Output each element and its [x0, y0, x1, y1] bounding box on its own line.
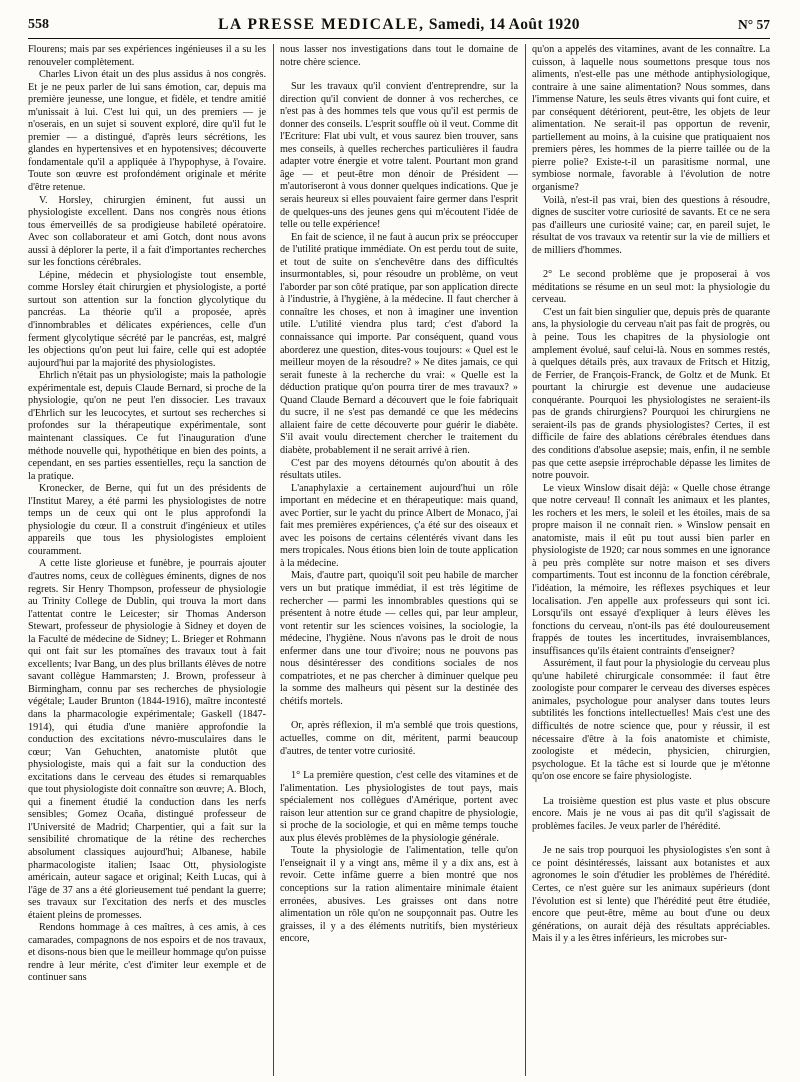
column-2	[280, 44, 518, 1076]
issue-date: Samedi, 14 Août 1920	[428, 16, 580, 33]
issue-number: N° 57	[737, 17, 770, 32]
column-1	[28, 44, 266, 1076]
page-number: 558	[28, 17, 49, 32]
paragraph: Or, après réflexion, il m'a semblé que trois questions, actuelles, comme on dit, méritent, parmi beaucoup d'autres, de tenter votre curiosité.	[280, 720, 518, 757]
paragraph: Je ne sais trop pourquoi les physiologistes s'en sont à ce point désintéressés, laissant aux botanistes et aux agronomes le soin d'étudier les problèmes de l'hérédité. Certes, ce n'est guère sur les animaux supérieurs (dont l'évolution est si lente) que l'hérédité peut être étudiée, encore que peut-être, même au bout d'une ou deux générations, on aurait déjà des résultats appréciables. Mais il y a les êtres inférieurs, les microbes sur-	[532, 845, 770, 945]
paragraph: Rendons hommage à ces maîtres, à ces amis, à ces camarades, compagnons de nos espoirs et de nos travaux, et disons-nous bien que le meilleur hommage qu'on puisse rendre à leur mérite, c'est d'imiter leur exemple et de continuer sans	[28, 922, 266, 984]
page-header	[28, 12, 770, 39]
journal-name: LA PRESSE MEDICALE,	[218, 16, 425, 33]
paragraph: Mais, d'autre part, quoiqu'il soit peu habile de marcher vers un but pratique immédiat, il est très légitime de rechercher — parmi les innombrables questions qui se présentent à notre étude — celles qui, par leur ampleur, vont retentir sur les sciences voisines, la sociologie, la médecine, l'hygiène. Nous n'avons pas le droit de nous enfermer dans une tour d'ivoire; nous ne pouvons pas nous désintéresser des conditions sociales de nos compatriotes, et ne pas chercher à diminuer quelque peu la somme des malheurs qui pèsent sur la destinée des chétifs mortels.	[280, 570, 518, 707]
paragraph: V. Horsley, chirurgien éminent, fut aussi un physiologiste excellent. Dans nos congrès nous étions tous émerveillés de sa prodigieuse habileté opératoire. Avec son collaborateur et ami Gotch, dont nous avons aussi à déplorer la perte, il a fait d'importantes recherches sur les fonctions cérébrales.	[28, 194, 266, 269]
paragraph: Assurément, il faut pour la physiologie du cerveau plus qu'une habileté chirurgicale consommée: il faut être zoologiste pour comparer le cerveau des diverses espèces animales, psychologue pour analyser dans toutes leurs subtilités les fonctions intellectuelles! Mais c'est une des difficultés de notre science que, pour y réussir, il est nécessaire d'être à la fois anatomiste et chimiste, zoologiste et médecin, physicien, chirurgien, psychologue. Et la tâche est si lourde que je m'étonne qu'on ose encore se faire physiologiste.	[532, 658, 770, 783]
paragraph: Le vieux Winslow disait déjà: « Quelle chose étrange que notre cerveau! Il connaît les animaux et les plantes, les rochers et les mers, le soleil et les étoiles, mais de sa propre maison il ne connaît rien. » Winslow pensait en anatomiste, mais il eût pu tout aussi bien parler en physiologiste de 1920; car nous sommes en une ignorance à peu près complète sur notre maison et ses divers compartiments. Tout est inconnu de la fonction cérébrale, l'idéation, la mémoire, les réflexes psychiques et leur localisation. J'en appelle aux professeurs qui sont ici. Lorsqu'ils ont essayé d'expliquer à leurs élèves les fonctions du cerveau, n'ont-ils pas été douloureusement frappés de toutes les incertitudes, invraisemblances, insuffisances qu'ils étaient contraints d'enseigner?	[532, 482, 770, 657]
paragraph: Lépine, médecin et physiologiste tout ensemble, comme Horsley était chirurgien et physiologiste, a porté surtout son attention sur la fonction glycolytique du pancréas. La théorie qu'il a proposée, après d'innombrables et délicates expériences, celle d'un ferment glycolytique sécrété par le pancréas, est, malgré les objections qu'on peut lui faire, celle qui est adoptée aujourd'hui par la majorité des physiologistes.	[28, 269, 266, 369]
paragraph: 1° La première question, c'est celle des vitamines et de l'alimentation. Les physiologistes de tout pays, mais spécialement nos collègues d'Amérique, portent avec raison leur attention sur ce grand chapitre de physiologie, si proche de la sociologie, et qui en même temps touche aux plus élevés problèmes de la physiologie générale.	[280, 770, 518, 844]
column-divider	[273, 44, 274, 1076]
paragraph: C'est par des moyens détournés qu'on aboutit à des résultats utiles.	[280, 457, 518, 482]
paragraph: qu'on a appelés des vitamines, avant de les connaître. La cuisson, à laquelle nous soumettons presque tous nos aliments, n'est-elle pas une méthode antiphysiologique, contraire à une saine alimentation? Nous sommes, dans l'immense Nature, les seuls êtres vivants qui font cuire, et par conséquent détériorent, peut-être, les objets de leur alimentation. Ne serait-il pas opportun de revenir, partiellement au moins, à la cuisine que pratiquaient nos premiers pères, les hommes de la pierre taillée ou de la pierre polie? Existe-t-il un parasitisme normal, une symbiose normale, favorable à l'évolution de notre organisme?	[532, 44, 770, 194]
paragraph: C'est un fait bien singulier que, depuis près de quarante ans, la physiologie du cerveau n'ait pas fait de progrès, ou à peine. Tous les chapitres de la physiologie ont amplement évolué, sauf celui-là. Nous en sommes restés, à quelques détails près, aux travaux de Fritsch et Hitzig, de Ferrier, de François-Franck, de Goltz et de Munk. Et pourtant la chirurgie est devenue une audacieuse conquérante. Pourquoi les physiologistes ne seraient-ils pas de grands chirurgiens? Pourquoi les chirurgiens ne seraient-ils pas de grands physiologistes? Certes, il est difficile de faire des ablations cérébrales étendues dans des conditions d'absolue asepsie; mais, enfin, il ne semble pas que cette asepsie irréprochable dépasse les limites de notre pouvoir.	[532, 306, 770, 482]
column-3	[532, 44, 770, 1076]
column-divider	[525, 44, 526, 1076]
paragraph: L'anaphylaxie a certainement aujourd'hui un rôle important en médecine et en thérapeutique: mais quand, avec Portier, sur le yacht du prince Albert de Monaco, j'ai fait mes premières expériences, ç'a été sur des oiseaux et avec les poisons de certains célentérés vivant dans les mers tropicales. Nous étions bien loin de toute application à la médecine.	[280, 482, 518, 569]
paragraph: 2° Le second problème que je proposerai à vos méditations se résume en un seul mot: la physiologie du cerveau.	[532, 269, 770, 306]
paragraph: Sur les travaux qu'il convient d'entreprendre, sur la direction qu'il convient de donner à vos recherches, ce n'est pas à des hommes tels que vous qu'il est permis de donner des conseils. L'esprit souffle où il veut. Comme dit l'Ecriture: Flat ubi vult, et vous saurez bien trouver, sans mes conseils, à quelles recherches particulières il faudra adapter votre énergie et votre talent. Pourtant mon grand âge — et peut-être mon dénoir de Président — m'autoriseront à vous donner quelques indications. Que je serais heureux si elles pouvaient faire germer dans l'esprit de quelques-uns des jeunes gens qui m'écoutent l'idée de telle ou telle expérience!	[280, 81, 518, 231]
text-columns	[28, 44, 770, 1076]
paragraph: Toute la physiologie de l'alimentation, telle qu'on l'enseignait il y a vingt ans, même il y a dix ans, est à revoir. Cette infâme guerre a bien montré que nos conceptions sur la ration alimentaire minimale étaient erronées, abusives. Les graisses ont dans notre alimentation un rôle qu'on ne soupçonnait pas. Outre les graisses, il y a des éléments nutritifs, bien mystérieux encore,	[280, 845, 518, 945]
journal-title	[218, 16, 580, 34]
paragraph: Ehrlich n'était pas un physiologiste; mais la pathologie expérimentale est, depuis Claude Bernard, si proche de la physiologie, qu'on ne peut l'en dissocier. Les travaux d'Ehrlich sur les leucocytes, et surtout ses recherches si profondes sur la thérapeutique expérimentale, sont maintenant classiques. Ce fut l'inauguration d'une méthode nouvelle qui, hypothétique en bien des points, a cependant, en ses parties essentielles, reçu la sanction de la pratique.	[28, 370, 266, 482]
paragraph: En fait de science, il ne faut à aucun prix se préoccuper de l'utilité pratique immédiate. On est perdu tout de suite, et tout de suite on s'enchevêtre dans des difficultés insurmontables, si, pour résoudre un problème, on veut l'aborder par son côté pratique, par son application directe à l'industrie, à l'hygiène, à la médecine. Il faut chercher à connaître les choses, et non à imaginer une invention utile. L'utilité viendra plus tard; c'est d'abord la connaissance qui importe. Par conséquent, quand vous aborderez une question, dites-vous toujours: « Quel est le meilleur moyen de la résoudre? » Ne dites jamais, ce qui serait funeste à la recherche du vrai: « Quelle est la déduction pratique qu'on pourra tirer de mes travaux? » Quand Claude Bernard a découvert que le foie fabriquait du sucre, il ne s'est pas demandé ce que les médecins allaient faire de cette découverte pour guérir le diabète. S'il avait voulu directement chercher le traitement du diabète, probablement il ne serait arrivé à rien.	[280, 231, 518, 456]
paragraph: A cette liste glorieuse et funèbre, je pourrais ajouter d'autres noms, ceux de collègues éminents, dignes de nos regrets. Sir Henry Thompson, professeur de physiologie au Trinity College de Dublin, qui trouva la mort dans l'attentat contre le Leicester; sir Thomas Anderson Stewart, professeur de physiologie à Sidney et doyen de la Faculté de médecine de Sidney; L. Brieger et Rohmann qui ont fait sur les ptomaïnes des travaux tout à fait excellents; Ivar Bang, un des plus brillants élèves de notre savant collègue Hammarsten; J. Brown, professeur à Birmingham, connu par ses recherches de physiologie végétale; Lauder Brunton (1844-1916), maître incontesté dans la pharmacologie expérimentale; Gaskell (1847-1914), qui étudia d'une manière approfondie la conduction des excitations névro-musculaires dans le cœur; Van Gehuchten, anatomiste plutôt que physiologiste, mais qui a fait sur la conduction des excitations dans le cerveau des études si remarquables que tout physiologiste doit connaître son œuvre; A. Bloch, qui a finement étudié la conduction dans les nerfs sensibles; Gomez Ocaña, distingué professeur de l'Université de Madrid; Charpentier, qui a fait sur la sensibilité chromatique de la rétine des recherches absolument classiques aujourd'hui; Albanese, habile pharmacologiste italien; Isaac Ott, physiologiste américain, auteur sagace et original; Keith Lucas, qui à l'âge de 37 ans a été glorieusement tué pendant la guerre; ses travaux sur l'excitation des nerfs et des muscles étaient pleins de promesses.	[28, 558, 266, 921]
paragraph: Flourens; mais par ses expériences ingénieuses il a su les renouveler complètement.	[28, 44, 266, 68]
paragraph: nous lasser nos investigations dans tout le domaine de notre chère science.	[280, 44, 518, 68]
paragraph: Voilà, n'est-il pas vrai, bien des questions à résoudre, dignes de susciter votre curiosité de savants. Et ce ne sera pas d'ailleurs une curiosité vaine; car, en pareil sujet, le résultat de vos travaux va retentir sur la vie de milliers et de milliers d'hommes.	[532, 194, 770, 256]
paragraph: Kronecker, de Berne, qui fut un des présidents de l'Institut Marey, a été parmi les physiologistes de notre temps un de ceux qui ont le plus approfondi la physiologie du cœur. Il a construit d'ingénieux et utiles appareils que tous les physiologistes emploient couramment.	[28, 483, 266, 557]
paragraph: Charles Livon était un des plus assidus à nos congrès. Et je ne peux parler de lui sans émotion, car, depuis ma première jeunesse, une longue, et fidèle, et tendre amitié m'unissait à lui. C'est lui qui, un des premiers — je n'oserais, en un sujet si souvent exploré, dire qu'il fut le premier — a distingué, d'après leurs sécrétions, les glandes en hypertensives et en hypotensives; découverte fondamentale qu'il a appliquée à l'hypophyse, à l'ovaire. Toute son œuvre est profondément originale et mérite d'être retenue.	[28, 69, 266, 194]
paragraph: La troisième question est plus vaste et plus obscure encore. Mais je ne vous ai pas dit qu'il s'agissait de problèmes faciles. Je veux parler de l'hérédité.	[532, 795, 770, 832]
